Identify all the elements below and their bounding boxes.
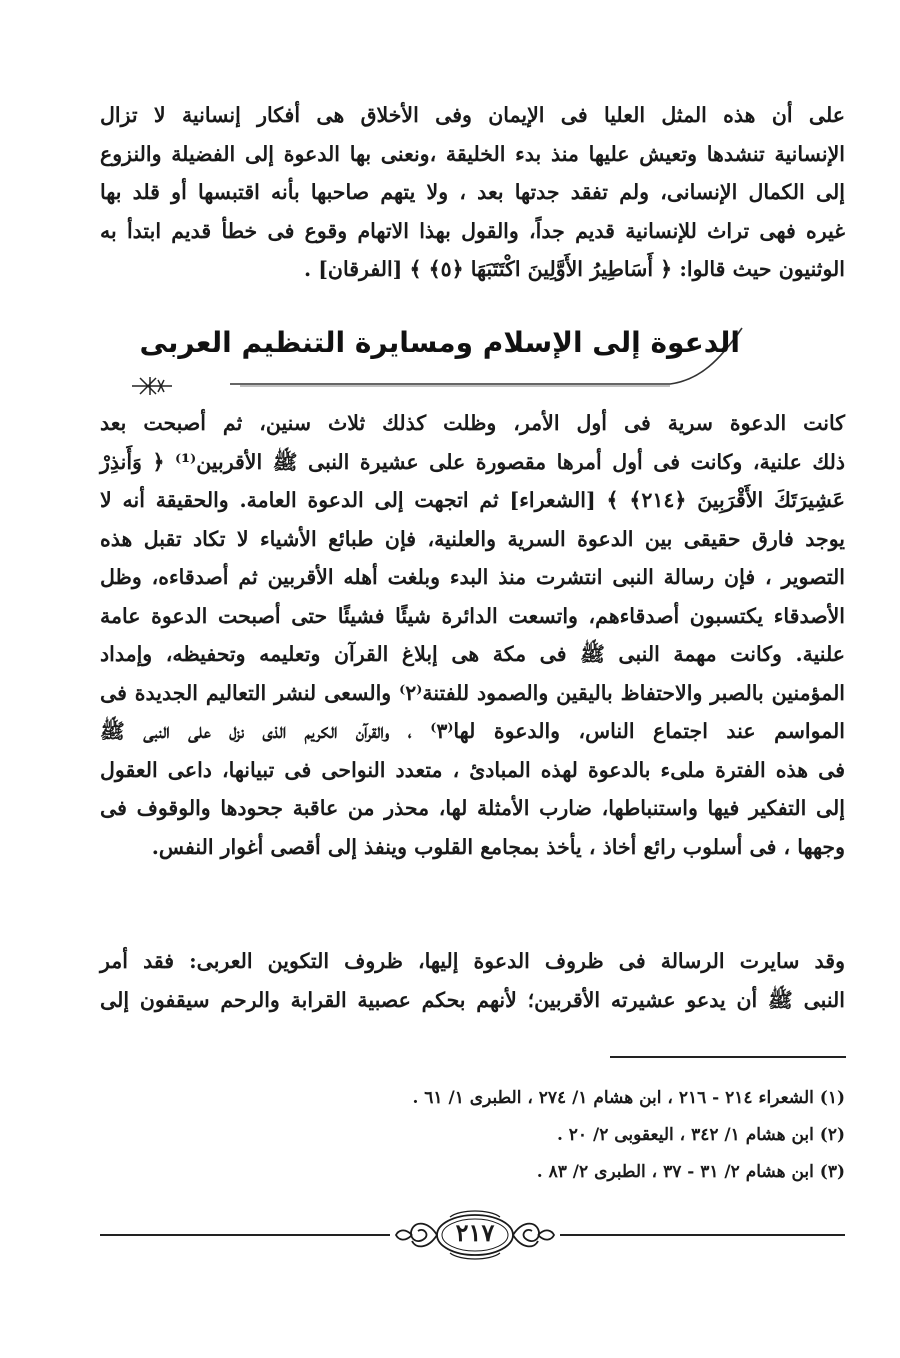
text-line: وجهها ، فى أسلوب رائع أخاذ ، يأخذ بمجامع القلوب وينفذ إلى أقصى أغوار النفس. — [151, 834, 845, 859]
section-heading-block — [110, 320, 750, 400]
text-line: الإنسانية تنشدها وتعيش عليها منذ بدء الخليقة ،ونعنى بها الدعوة إلى الفضيلة والنزوع — [100, 141, 845, 166]
text-line: يوجد فارق حقيقى بين الدعوة السرية والعلنية، فإن طبائع الأشياء لا تكاد تقبل هذه — [100, 526, 845, 551]
text-line: غيره فهى تراث للإنسانية قديم جداً، والقول بهذا الاتهام وقوع فى خطأ قديم ابتدأ به — [100, 218, 845, 243]
paragraph-2 — [100, 404, 845, 866]
footnote-item: (٣) ابن هشام ٢/ ٣١ - ٣٧ ، الطبرى ٢/ ٨٣ . — [536, 1162, 845, 1182]
footnotes-list — [300, 1080, 845, 1191]
text-line: إلى التفكير فيها واستنباطها، ضارب الأمثلة لها، محذر من عاقبة جحودها والوقوف فى — [100, 796, 845, 820]
page-number: ٢١٧ — [455, 1218, 495, 1247]
text-line: إلى الكمال الإنسانى، ولم تفقد جدتها بعد ، ولا يتهم صاحبها بأنه اقتبسها أو قلد بها — [100, 180, 845, 204]
text-line: التصوير ، فإن رسالة النبى انتشرت منذ البدء وبلغت أهله الأقربين ثم أصدقاءه، وظل — [100, 565, 845, 589]
text-line: عَشِيرَتَكَ الأَقْرَبِينَ ﴿٢١٤﴾ ﴾ [الشعراء] ثم اتجهت إلى الدعوة العامة. والحقيقة أنه لا — [100, 488, 845, 512]
text-line: المواسم عند اجتماع الناس، والدعوة لها⁽٣⁾ ، والقرآن الكريم الذى نزل على النبى ﷺ — [100, 719, 845, 743]
text-line: فى هذه الفترة ملىء بالدعوة لهذه المبادئ ، متعدد النواحى فى تبيانها، داعى العقول — [100, 757, 845, 782]
text-line: وقد سايرت الرسالة فى ظروف الدعوة إليها، ظروف التكوين العربى: فقد أمر — [100, 949, 845, 973]
text-line: الوثنيون حيث قالوا: ﴿ أَسَاطِيرُ الأَوَّلِينَ اكْتَتَبَهَا ﴿٥﴾ ﴾ [الفرقان] . — [303, 257, 845, 281]
text-line: المؤمنين بالصبر والاحتفاظ باليقين والصمود للفتنة⁽٢⁾ والسعى لنشر التعاليم الجديدة فى — [100, 680, 846, 705]
text-line: ذلك علنية، وكانت فى أول أمرها مقصورة على عشيرة النبى ﷺ الأقربين⁽¹⁾ ﴿ وَأَنذِرْ — [100, 449, 845, 474]
footnote-divider — [610, 1056, 846, 1058]
paragraph-1 — [100, 96, 845, 289]
footer-rule-right — [560, 1234, 845, 1236]
text-line: الأصدقاء يكتسبون أصدقاءهم، واتسعت الدائرة شيئًا فشيئًا حتى أصبحت الدعوة عامة — [100, 603, 845, 628]
text-line: على أن هذه المثل العليا فى الإيمان وفى الأخلاق هى أفكار إنسانية لا تزال — [100, 103, 845, 127]
section-heading: الدعوة إلى الإسلام ومسايرة التنظيم العربى — [139, 326, 740, 359]
text-line: النبى ﷺ أن يدعو عشيرته الأقربين؛ لأنهم بحكم عصبية القرابة والرحم سيقفون إلى — [100, 987, 845, 1012]
text-line: كانت الدعوة سرية فى أول الأمر، وظلت كذلك ثلاث سنين، ثم أصبحت بعد — [100, 411, 845, 435]
paragraph-3 — [100, 942, 845, 1019]
footnote-item: (٢) ابن هشام ١/ ٣٤٢ ، اليعقوبى ٢/ ٢٠ . — [556, 1125, 845, 1145]
footnote-item: (١) الشعراء ٢١٤ - ٢١٦ ، ابن هشام ١/ ٢٧٤ ، الطبرى ١/ ٦١ . — [412, 1088, 845, 1108]
text-line: علنية. وكانت مهمة النبى ﷺ فى مكة هى إبلاغ القرآن وتعليمه وتحفيظه، وإمداد — [100, 642, 845, 666]
footer-rule-left — [100, 1234, 390, 1236]
page-footer — [100, 1205, 845, 1265]
